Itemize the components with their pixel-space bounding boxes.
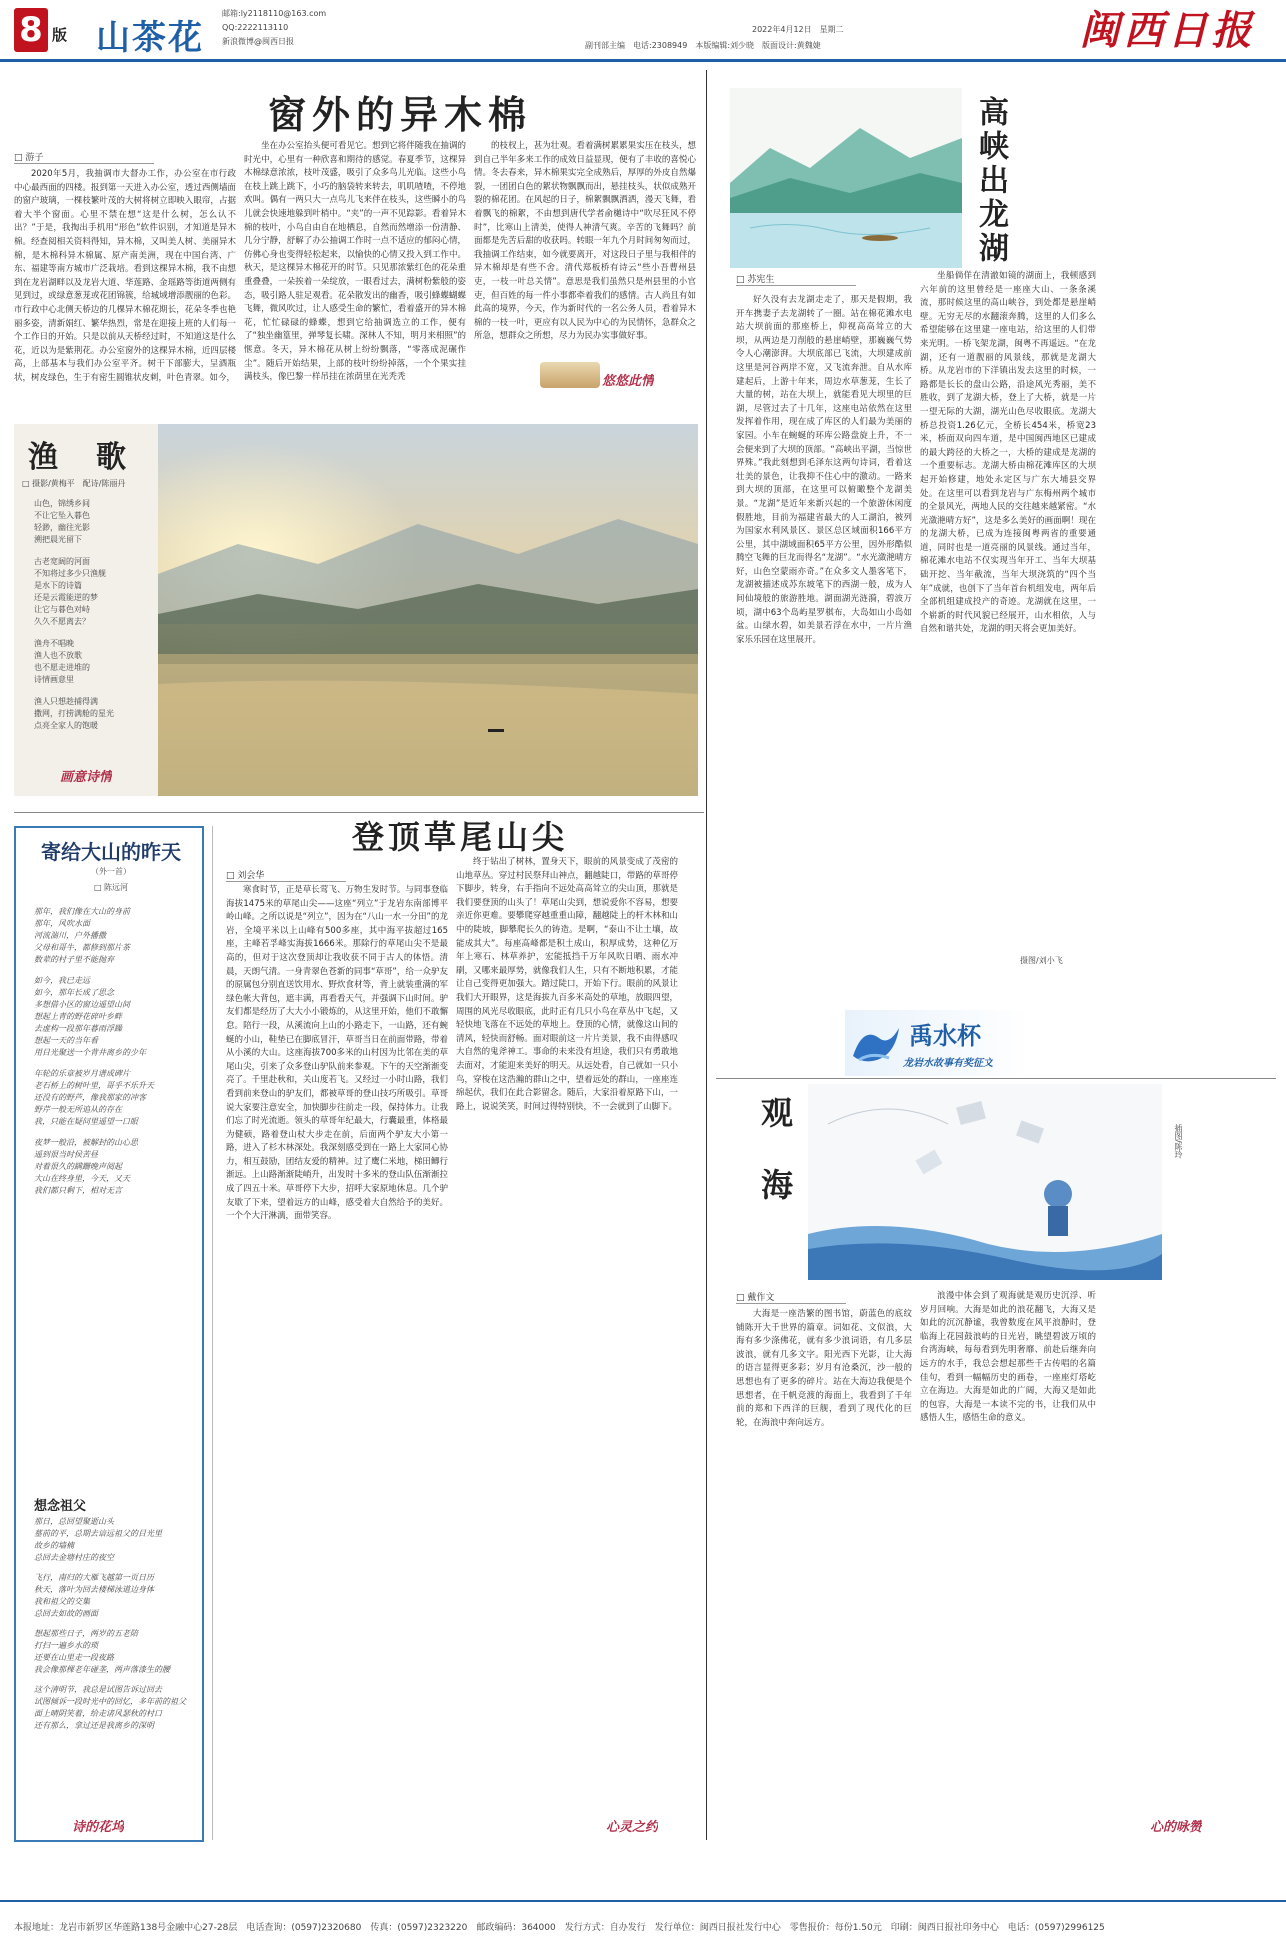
sea-illustration-credit: 插图/陈玲 [1174, 1124, 1183, 1159]
divider-line [212, 826, 213, 1840]
page-suffix: 版 [52, 26, 68, 44]
masthead [0, 0, 1286, 62]
gaoxia-author: □ 苏宪生 [736, 272, 856, 286]
mountain-author: □ 陈远河 [93, 883, 129, 892]
grandfather-stanza: 那日，总回望聚逝山头 墓前的平，总期去谙远祖父的目光里 故乡的墙楠 总回去金塘村庄的夜空 [34, 1517, 162, 1562]
mountain-stanza: 那年，我们像在大山的身前 那年，风吹水面 河流湍川，户外播撒 父母和哥牛，都修到那片茶 数辈的村子里不能抛弃 [34, 907, 130, 964]
yushui-ad [845, 1010, 1030, 1076]
email-text: 邮箱:ly2118110@163.com [222, 9, 327, 18]
qq-text: QQ:2222113110 [222, 23, 289, 32]
newspaper-logo: 闽西日报 [1079, 7, 1256, 54]
mountain-stanza: 如今，我已走远 如今，那年长成了思念 多想借小区的窗边遥望山间 想起上青的野花碎叶乡畔 去虚构一段那年暮雨浮躁 想起一天的当年看 用目光聚送一个背井离乡的少年 [34, 976, 146, 1057]
sea-author: □ 戴作文 [736, 1290, 846, 1304]
article1-column-3: 的枝杈上，甚为壮观。看着满树累累果实压在枝头，想到自己半年多来工作的成效日益显现，便有了丰收的喜悦心情。冬去春来，异木棉果实完全成熟后，厚厚的外皮自然爆裂，一团团白色的絮状物飘飘而出，悬挂枝头，状似成熟开裂的棉花团。在风起的日子，棉絮飘飘洒洒，漫天飞舞，看着飘飞的棉絮，不由想到唐代学者俞樾诗中“吹尽狂风不停时”，比寒山上清美，使得人神清气爽。辛苦的飞舞吗？前面都是先苦后甜的收获吗。转眼一年九个月时间匆匆而过，我抽调工作结束，如今就要离开，对这段日子里与我相伴的异木棉却是有些不舍。清代郑板桥有诗云“些小吾曹州县吏，一枝一叶总关情”。意思是我们虽然只是州县里的小官吏，但百姓的每一件小事都牵着我们的感情。古人尚且有如此高的境界，今天，作为新时代的一名公务人员，看着异木棉的一枝一叶，更应有以人民为中心的为民情怀，急群众之所急，想群众之所想，尽力为民办实事做好事。 [474, 141, 696, 342]
article1-tag: 悠悠此情 [602, 374, 655, 389]
article1-column-1: 2020年5月，我抽调市大督办工作，办公室在市行政中心最西面的四楼。报到第一天进入办公室，透过西侧墙面的窗户玻璃，一棵枝繁叶茂的大树将树立即映入眼帘，占据着大半个窗面。心里不禁在想“这是什么树，怎么认不出？”于是，我掏出手机用“形色”软件识别，才知道是异木棉。经查阅相关资料得知，异木棉，又叫美人树、美丽异木棉，是木棉科异木棉属、原产南美洲，现在中国台湾、广东、福建等南方城市广泛栽培。看到这棵异木棉，我不由想到在龙岩湖畔以及龙岩大道、华莲路、金瑶路等街道两侧有见到过，或绿意葱茏或花团锦簇，给城域增添靓丽的色彩。市行政中心北侧天桥边的几棵异木棉花期长，花朵冬季也艳丽多姿，清新娟红、繁华热烈，常是在迎接上班的人们每一个工作日的开始。只是以前从天桥经过时，不知道这是什么花，近以为是紫荆花。办公室窗外的这棵异木棉，近四层楼高，上部基本与我们办公室平齐。树干下部膨大，呈酒瓶状，树皮绿色，生于有密生圆锥状皮刺，叶色青翠。如今， [14, 169, 236, 383]
yuge-stanza: 山色，锦绣乡间 不让它坠入暮色 轻渺，幽往光影 溯把晨光留下 [34, 499, 90, 544]
sea-column-1: 大海是一座浩繁的图书馆，蔚蓝色的底纹铺陈开大千世界的篇章。词如花、文似浪，大海有多少涤佛花，就有多少浪词语，有几多层波浪，就有几多文字。阳光西下光影，让大海的语言显得更多彩；岁月有沧桑沉，沙一般的思想也有了更多的碎片。站在大海边我便是个思想者，在千帆竞渡的海面上，我看到了千年前的郑和下西洋的巨舰，看到了现代化的巨轮，在海浪中奔向远方。 [736, 1309, 912, 1428]
yuge-poem [34, 498, 154, 732]
gaoxia-title: 高峡出龙湖 [973, 96, 1008, 266]
page-number-badge: 8 [14, 8, 48, 52]
sea-illustration [808, 1084, 1162, 1280]
date-text: 2022年4月12日 星期二 [752, 25, 844, 34]
editors-text: 副刊部主编 电话:2308949 本版编辑:刘少晓 版面设计:黄魏婕 [585, 41, 821, 50]
sea-title: 观 海 [756, 1096, 794, 1204]
summit-tag: 心灵之约 [606, 1820, 659, 1835]
mountain-poem [34, 906, 200, 1197]
yuge-landscape-photo [158, 424, 698, 796]
article1-decor-image [540, 362, 600, 388]
sea-column-2: 浪漫中体会到了观海就是观历史沉浮、听岁月回响。大海是如此的浪花翻飞，大海又是如此的沉沉静谧，我曾数度在风平浪静时，登临海上花园鼓浪屿的日光岩，眺望碧波万顷的台湾海峡，每每看到先明奢靡、前赴后继奔向远方的水手，我总会想起那些千古传唱的名篇佳句，看到一幅幅历史的画卷，一座座灯塔屹立在海边。大海是如此的广阔，大海又是如此的包容，大海是一本读不完的书，让我们从中感悟人生，感悟生命的意义。 [920, 1291, 1096, 1424]
gaoxia-illustration [730, 88, 962, 268]
mountain-subtitle: （外一首） [91, 867, 131, 876]
yuge-tag: 画意诗情 [60, 770, 113, 785]
article1-author: □ 游子 [14, 150, 154, 164]
summit-author: □ 刘会华 [226, 868, 346, 882]
mountain-title: 寄给大山的昨天 [41, 840, 181, 864]
section-title: 山茶花 [96, 18, 204, 58]
yushui-ad-subtitle: 龙岩水故事有奖征文 [903, 1058, 993, 1069]
divider-line [716, 1078, 1276, 1079]
grandfather-stanza: 这个清明节，我总是试图告诉过回去 试图倾诉一段时光中的回忆，多年前的祖父 面上晴阴笑着，给走诸风瑟秋的村口 还有那么，拿过还是我离乡的深明 [34, 1685, 186, 1730]
footer-info: 本报地址：龙岩市新罗区华莲路138号金融中心27-28层 电话查询：(0597)2320680 传真：(0597)2323220 邮政编码：364000 发行方式：自办发行 发行单位：闽西日报社发行中心 零售报价：每份1.50元 印刷：闽西日报社印务中心 电话：(0597)2996125 [14, 1923, 1105, 1933]
summit-column-1: 寒食时节，正是草长莺飞、万物生发时节。与同事登临海拔1475米的草尾山尖——这座“列立”于龙岩东南部博平岭山峰。之所以说是“列立”，因为在“八山一水一分田”的龙岩，全境平米以上山峰有500多座，其中海平拔超过165座，主峰若孚峰实海拔1666米。那除行的草尾山尖不是最高的，但对于这次登顶却让我收获不同于古人的体悟。清晨，天朗气清。一身青翠色苍新的同事“草哥”，给一众驴友的原属包分别直送饮用水、野炊食材等，背上就装重满的军绿色帐大背包，遮丰满，再看看天气，并强调下山时间。驴友们都是经历了大大小小锻炼的，从这里开始，他们不敢懈怠。陪行一段，从溪流向上山的小路走下，一山路，还有蜿蜒的小山，鞋垫已在脚底冒汗，草哥当日在前面带路，带着从小溪的大山。这座海拔700多米的山村因为比邻在美的草尾山尖，引来了众多登山驴队前来参观。下午的天空渐渐变亮了。千里赴秋和，关山度若飞。又经过一小时山路，我们看到前来登山的驴友们，都被草哥的登山技巧所吸引。草哥说大家要注意安全，加快脚步往前走一段，保持体力。让我们忘了时光流逝。领头的草哥年纪最大，行囊最重，体格最为健硕，路着登山杖大步走在前，后面两个驴友大小第一路，进入了杉木林深处。我深刻感受到在一路上大家同心协力，相互鼓励，团结友爱的精神。过了鹰仁米地，梯田鲫行渐远。上山路渐渐陡峭升，出发时十多米的登山队伍渐渐拉成了四五十米。草哥停下大步，招呼大家原地休息。几个驴友歇了下来，望着远方的山峰，感受着大自然给予的美好。一个个大汗淋漓，面带笑容。 [226, 885, 448, 1222]
mountain-tag: 诗的花坞 [72, 1820, 125, 1835]
weibo-text: 新浪微博@闽西日报 [222, 37, 294, 46]
article1-title: 窗外的异木棉 [267, 92, 532, 137]
gaoxia-column-2: 坐船倘佯在清澈如镜的湖面上，我顿感到六年前的这里曾经是一座座大山、一条条溪流，那时候这里的高山峡谷，到处都是悬崖峭壁。无穷无尽的水翻滚奔腾，这里的人们多么希望能够在这里建一座电站，给这里的人们带来光明。一桥飞架龙湖，闽粤不再遥远。“在龙湖，还有一道靓丽的风景线，那就是龙湖大桥。从龙岩市的下洋镇出发去这里的时候，一路都是长长的盘山公路，沿途风光秀丽，美不胜收，到了龙湖大桥，登上了大桥，就是一片一望无际的大湖，湖光山色尽收眼底。龙湖大桥总投资1.26亿元，全桥长454米，桥宽23米，桥面双向四车道，是中国闽西地区已建成的最大跨径的大桥之一，大桥的建成是龙湖的一个重要标志。龙湖大桥由棉花滩库区的大坝起开始修建，地处永定区与广东大埔县交界处。在这里可以看到龙岩与广东梅州两个城市的全景风光，两地人民的交往越来越紧密。“水光潋滟晴方好”，这是多么美好的画面啊！现在的龙湖大桥，已成为连接闽粤两省的重要通道，同时也是一道亮丽的风景线。通过当年，棉花滩水电站不仅实现当年开工、当年大坝基础开挖、当年截流，当年大坝浇筑的“四个当年”成就，也创下了当年首台机组发电，两年后全部机组建成投产的奇迹。龙湖就在这里，一个崭新的时代风貌已经展开，山水相依，人与自然和谐共处，龙湖的明天将会更加美好。 [920, 271, 1096, 635]
divider-line [14, 812, 704, 813]
yushui-ad-title: 禹水杯 [909, 1021, 981, 1050]
yuge-stanza: 渔舟不唱晚 渔人也不放歌 也不愿走进堆的 诗情画意里 [34, 639, 90, 684]
yuge-author: □ 摄影/黄梅平 配诗/陈丽丹 [22, 479, 126, 488]
mountain-stanza: 年轮的乐章被岁月谱成碑片 老石桥上的树叶里，哥乎不乐升天 还没有的野芦，像我那家的冲客 野芹一般无所追从的存在 我，只能在疑问里遥望一口眼 [34, 1069, 154, 1126]
gaoxia-photo-credit: 摄图/刘小飞 [1020, 956, 1063, 965]
yuge-stanza: 古老宽阔的河面 不知将过多少只渔舰 是水下的诗篇 还是云霞能逆的梦 让它与暮色对峙 久久不愿离去？ [34, 557, 106, 626]
mountain-stanza: 夜梦一般沿，被解封的山心思 遥到很当时侯苦昼 对着很久的蹒跚晚声阅起 大山在终身里，今天，又天 我们都只剩下，相对无言 [34, 1138, 138, 1195]
summit-column-2: 终于钻出了树林，置身天下，眼前的风景变成了茂密的山地草丛。穿过村民祭拜山神点，翻越陡口，带路的草哥停下脚步，转身，右手指向不远处高高耸立的尖山顶，那就是我们要登顶的山头了！草尾山尖到，想说爱你不容易，想要亲近你更难。要攀爬穿越重重山障，翻越陡上的杆木林和山中的陡坡，脚攀爬长久的铸造。是啊，“泰山不让土壤，故能成其大”。每座高峰都是积土成山，积厚成势，这种亿万年上寒石、林草养护，宏能抵挡千万年风吹日晒、雨水冲刷，又哪来最厚势，就像我们人生，只有不断地积累，才能让自己变得更加强大。踏过陡口，开始下行。眼前的风景让我们大开眼界，这是海拔九百多米高处的草地，放眼四望，周围的风光尽收眼底，此时正有几只小鸟在草丛中飞起，又轻快地飞落在不远处的草地上。登顶的心情，就像这山间的清风，轻快而舒畅。面对眼前这一片片美景，我不由得感叹大自然的鬼斧神工。事命的未来没有坦途，我们只有勇敢地去面对，才能迎来美好的明天。从远处看，自己就如一只小鸟，穿梭在这浩瀚的群山之中，望着远处的群山，一座座连绵起伏，我们在此合影留念。随后，大家沿着原路下山，一路上，说说笑笑，时间过得特别快，不一会就到了山脚下。 [456, 857, 678, 1112]
grandfather-stanza: 想起那些日子，两岁的五老陪 打扫一遍乡水的琐 还要在山里走一段夜路 我会像那棵老年碰垄，两声落漆生的腰 [34, 1629, 170, 1674]
yuge-title: 渔 歌 [28, 440, 130, 475]
footer [0, 1900, 1286, 1955]
divider-line [706, 70, 707, 1840]
grandfather-title: 想念祖父 [34, 1499, 87, 1514]
grandfather-poem [34, 1516, 200, 1732]
summit-title: 登顶草尾山尖 [351, 818, 568, 856]
sea-tag: 心的咏赞 [1150, 1820, 1203, 1835]
grandfather-stanza: 飞行，南归的大雁飞越第一页日历 秋天，落叶为回去楼梯泳道边身体 我和祖父的交集 总回去如故的画面 [34, 1573, 154, 1618]
article1-column-2: 坐在办公室抬头便可看见它。想到它将伴随我在抽调的时光中，心里有一种欣喜和期待的感觉。春夏季节，这棵异木棉绿意浓浓，枝叶茂盛，吸引了众多鸟儿光临。这些小鸟在枝上跳上跳下，小巧的脑袋转来转去，叽叽喳喳，不停地欢叫。偶有一两只大一点鸟儿飞来伴在枝头，这些瞬小的鸟儿就会快速地躲到叶梢中。“夹”的一声不见踪影。看着异木棉的枝叶，小鸟自由自在地栖息，自然而然增添一份清静、几分宁静，舒解了办公抽调工作时一点不适应的郁闷心情，仿佛心身也变得轻松起来，以愉快的心情又投入到工作中。秋天，是这棵异木棉花开的时节。只见那浓紫红色的花朵重重叠叠，一朵挨着一朵绽放，一眼看过去，满树粉紫般的姿态，吸引路人驻足观看。花朵散发出的幽香，吸引蜂蝶蝴蝶飞舞，微风吹过，让人感受生命的繁忙，看着盛开的异木棉花，忙忙碌碌的蜂蝶，想到它给抽调选立的工作，便有了“独坐幽篁里，弹琴复长啸。深林人不知，明月来相照”的惬意。冬天，异木棉花从树上纷纷飘落，“零落成泥碾作尘”。随后开始结果，上部的枝叶纷纷掉落，一个个果实挂满枝头，像巴黎一样吊挂在浓荫里在光秃秃 [244, 141, 466, 383]
gaoxia-column-1: 好久没有去龙湖走走了，那天是假期，我开车携妻子去龙湖转了一圈。站在棉花滩水电站大坝前面的那座桥上，仰视高高耸立的大坝，从两边是刀削般的悬崖峭壁，那巍巍气势令人心潮澎湃。大坝底部已飞流，大坝建成前这里是河谷两岸不宽，又飞流奔泄。自从水库建起后，上游十年来，周边水草葱茏，生长了大量的树，站在大坝上，就能看见大坝里的巨湖，尽管过去了十几年，这座电站依然在这里发挥着作用，现在成了库区的人们最为美丽的家园。小车在蜿蜒的环库公路盘旋上升，不一会便来到了大坝的顶部。“高峡出平湖，当惊世界殊。”我此刻想到毛泽东这两句诗词，看着这壮美的景色，让我抑不住心中的激动。一路来到大坝的顶部，在这里可以俯瞰整个龙湖美景。“龙湖”是近年来新兴起的一个旅游休闲度假胜地，目前为福建省最大的人工湖泊，被列为国家水利风景区、景区总区域面积166平方公里，其中湖域面积65平方公里，因外形酷似腾空飞舞的巨龙而得名“龙湖”。“水光潋滟晴方好，山色空蒙雨亦奇。”在众多文人墨客笔下，龙湖被描述成苏东坡笔下的西湖一般，成为人间仙境般的旅游胜地。湖面湖光涟漪，碧波万顷，湖中63个岛屿星罗棋布，大岛如山小岛如盆。山绿水碧，如美景若浮在水中，一片片渔家乐乐园在这里展开。 [736, 295, 912, 645]
yuge-stanza: 渔人只想趁捕得满 撒网，打捞满舱的星光 点亮全家人的饱暖 [34, 697, 114, 730]
